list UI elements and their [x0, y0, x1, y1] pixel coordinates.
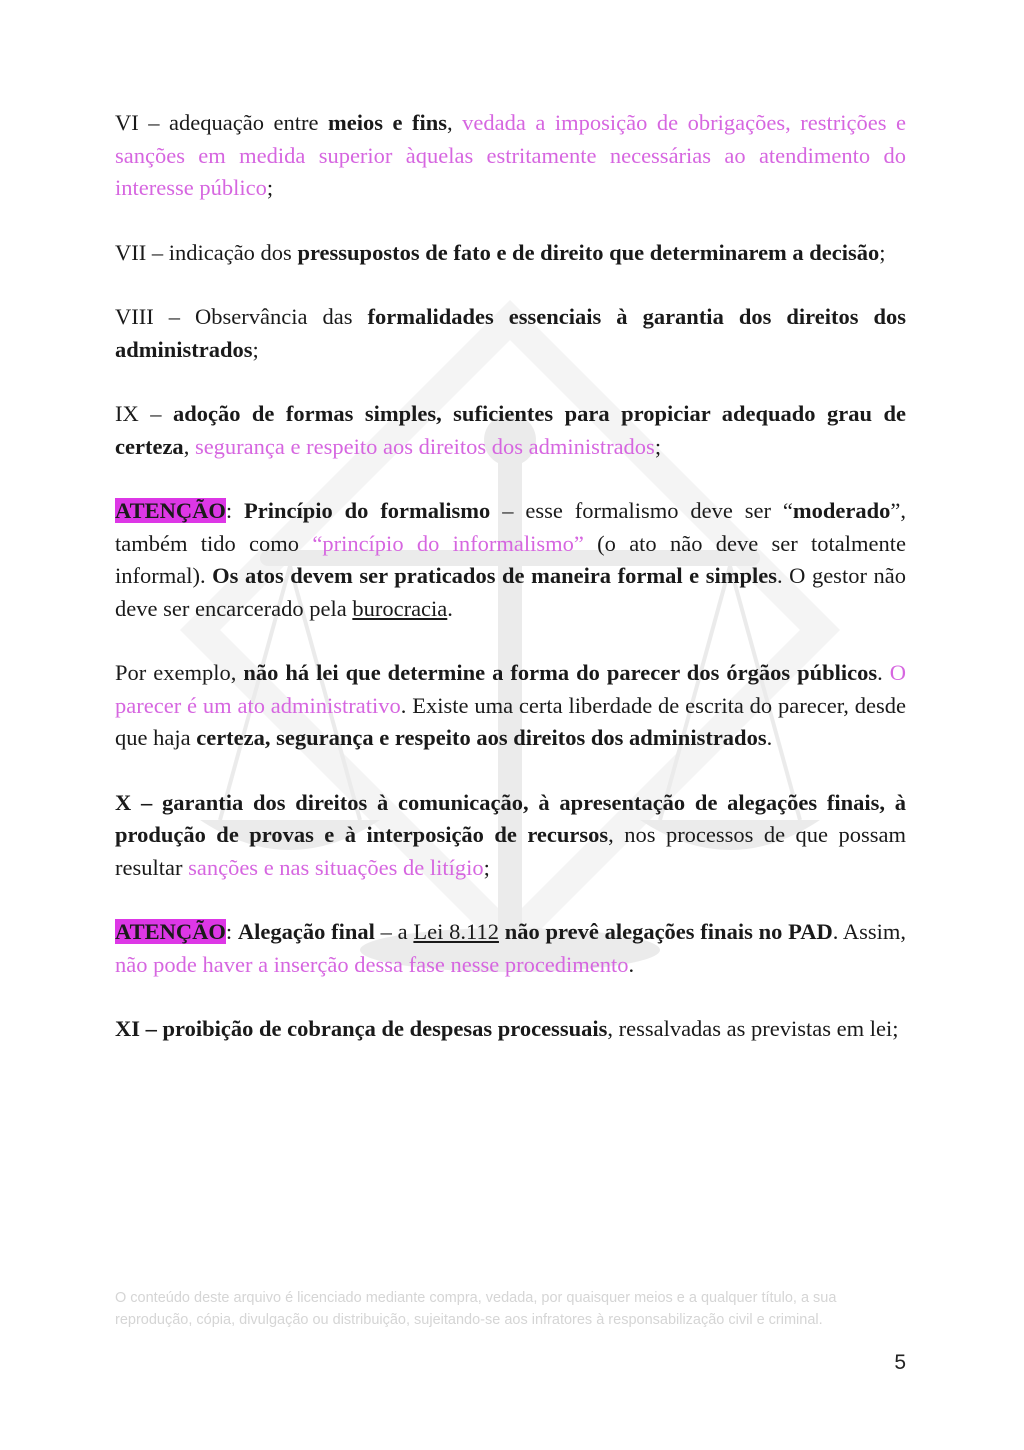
- item-viii: [115, 301, 906, 366]
- item-x: [115, 787, 906, 885]
- license-footer: [115, 1287, 915, 1331]
- text: , nos processos de que possam resultar: [115, 822, 906, 880]
- bold-text: X –: [115, 789, 162, 815]
- text: (o ato não deve ser totalmente informal).: [115, 530, 906, 588]
- text: . O gestor não deve ser encarcerado pela: [115, 563, 906, 621]
- text: – esse formalismo deve ser “: [490, 498, 793, 523]
- text: ,: [447, 110, 463, 135]
- bold-text: proibição de cobrança de despesas processuais: [162, 1016, 608, 1041]
- text: :: [225, 919, 238, 944]
- bold-text: não há lei que determine a forma do parecer dos órgãos públicos: [243, 660, 878, 685]
- text: VII – indicação dos: [115, 239, 298, 265]
- underlined-text: Lei 8.112: [413, 919, 499, 944]
- highlighted-text: sanções e nas situações de litígio: [188, 854, 484, 880]
- bold-text: garantia dos direitos à comunicação, à apresentação de alegações finais, à produção de provas e à interposição de recursos: [115, 789, 907, 847]
- text: ;: [879, 239, 886, 265]
- text: VI – adequação entre: [115, 110, 328, 135]
- item-xi: [115, 1013, 906, 1046]
- bold-text: Os atos devem ser praticados de maneira formal e simples: [212, 563, 777, 588]
- item-vii: [115, 237, 906, 270]
- text: ;: [252, 336, 259, 362]
- bold-text: certeza, segurança e respeito aos direitos dos administrados: [196, 725, 767, 750]
- attention-note-formalismo: [115, 495, 906, 625]
- text: .: [766, 725, 773, 750]
- text: .: [628, 951, 635, 977]
- text: :: [225, 498, 244, 523]
- text: ;: [483, 854, 490, 880]
- bold-text: formalidades essenciais à garantia dos direitos dos administrados: [115, 304, 906, 362]
- text: ;: [266, 175, 274, 200]
- bold-text: não prevê alegações finais no PAD: [504, 919, 833, 944]
- highlighted-text: “princípio do informalismo”: [312, 530, 584, 556]
- text: – a: [374, 919, 414, 944]
- page-number: 5: [894, 1351, 906, 1374]
- item-ix: [115, 398, 906, 463]
- text: . Existe uma certa liberdade de escrita do parecer, desde que haja: [115, 692, 907, 750]
- bold-text: XI –: [115, 1016, 163, 1041]
- highlighted-text: vedada a imposição de obrigações, restrições e sanções em medida superior àquelas estritamente necessárias ao atendimento do interesse público: [115, 110, 906, 200]
- highlighted-text: não pode haver a inserção dessa fase nesse procedimento: [115, 951, 629, 977]
- text: . Assim,: [832, 919, 906, 944]
- bold-text: Alegação final: [237, 919, 375, 944]
- text: , ressalvadas as previstas em lei;: [607, 1016, 899, 1041]
- text: Por exemplo,: [115, 660, 244, 685]
- attention-label: ATENÇÃO: [115, 498, 226, 523]
- highlighted-text: O parecer é um ato administrativo: [115, 660, 907, 718]
- text: VIII – Observância das: [115, 304, 368, 329]
- bold-text: meios e fins: [327, 110, 448, 135]
- bold-text: moderado: [792, 498, 891, 523]
- text: ;: [654, 433, 662, 459]
- bold-text: adoção de formas simples, suficientes para propiciar adequado grau de certeza: [115, 401, 906, 459]
- highlighted-text: segurança e respeito aos direitos dos administrados: [194, 433, 655, 459]
- attention-label: ATENÇÃO: [115, 919, 226, 944]
- text: IX –: [115, 401, 173, 426]
- document-body: [115, 107, 906, 1078]
- example-paragraph: [115, 657, 906, 755]
- bold-text: pressupostos de fato e de direito que determinarem a decisão: [297, 239, 880, 265]
- item-vi: [115, 107, 906, 205]
- text: .: [447, 595, 453, 621]
- text: ”, também tido como: [115, 498, 906, 556]
- footer-line: reprodução, cópia, divulgação ou distribuição, sujeitando-se aos infratores à responsabilização civil e criminal.: [115, 1312, 823, 1328]
- text: ,: [183, 433, 195, 459]
- attention-note-alegacao-final: [115, 916, 906, 981]
- bold-text: Princípio do formalismo: [244, 498, 491, 523]
- text: .: [877, 660, 890, 685]
- underlined-text: burocracia: [352, 595, 448, 621]
- footer-line: O conteúdo deste arquivo é licenciado mediante compra, vedada, por quaisquer meios e a qualquer título, a sua: [115, 1290, 837, 1306]
